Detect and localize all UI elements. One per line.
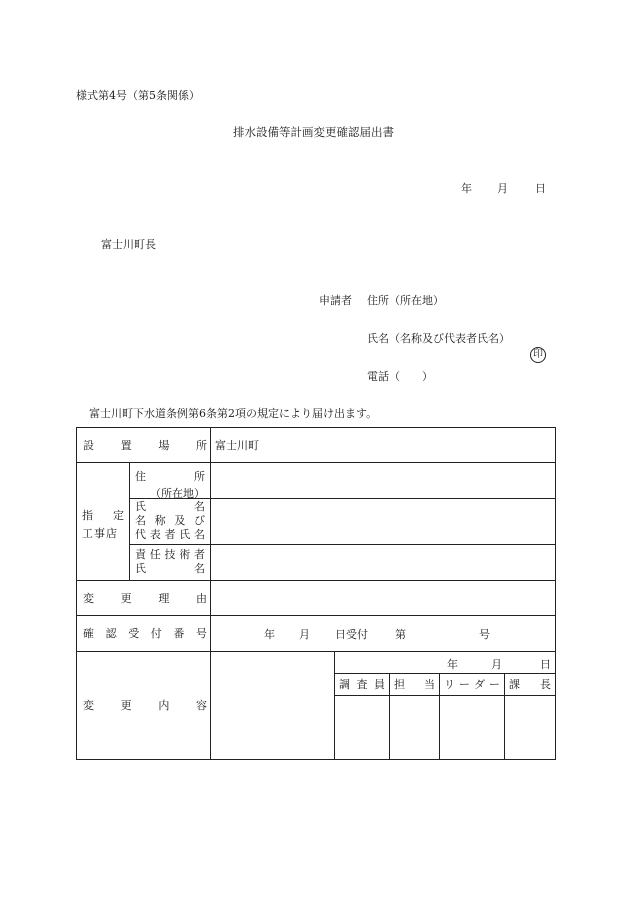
- date-month: 月: [497, 182, 508, 195]
- location-value: 富士川町: [215, 439, 259, 452]
- document-title: 排水設備等計画変更確認届出書: [233, 125, 394, 139]
- applicant-phone-label: 電話（ ）: [367, 370, 433, 383]
- application-table: [76, 427, 556, 760]
- applicant-address-label: 住所（所在地）: [367, 294, 444, 307]
- designated-shop-label: 指 定 工事店: [82, 509, 124, 540]
- receipt-number-label: 確 認 受 付 番 号: [83, 627, 207, 640]
- form-number: 様式第4号（第5条関係）: [76, 89, 200, 102]
- shop-engineer-label: 責 任 技 術 者 氏 名: [135, 548, 205, 575]
- stamp-header-leader: リ ー ダ ー: [444, 678, 500, 691]
- addressee: 富士川町長: [101, 238, 156, 251]
- stamp-header-staff: 担 当: [394, 678, 435, 691]
- applicant-label: 申請者: [319, 294, 352, 307]
- location-label: 設 置 場 所: [83, 439, 207, 452]
- applicant-name-label: 氏名（名称及び代表者氏名）: [367, 332, 510, 345]
- receipt-no-suffix: 号: [479, 628, 490, 641]
- receipt-year: 年: [264, 628, 275, 641]
- shop-name-label: 氏 名 名 称 及 び 代 表 者 氏 名: [135, 500, 205, 541]
- approval-year: 年: [447, 658, 458, 671]
- seal-icon: 印: [530, 347, 546, 363]
- stamp-header-section-chief: 課 長: [509, 678, 551, 691]
- date-day: 日: [535, 182, 546, 195]
- reason-label: 変 更 理 由: [83, 591, 207, 605]
- stamp-header-inspector: 調 査 員: [339, 678, 385, 691]
- approval-day: 日: [540, 658, 551, 671]
- receipt-day: 日受付: [335, 628, 368, 641]
- receipt-no-prefix: 第: [395, 628, 406, 641]
- statement: 富士川町下水道条例第6条第2項の規定により届け出ます。: [89, 407, 378, 420]
- date-year: 年: [461, 182, 472, 195]
- shop-address-label: 住 所 （所在地）: [135, 470, 205, 500]
- change-content-label: 変 更 内 容: [83, 699, 207, 712]
- receipt-month: 月: [299, 628, 310, 641]
- approval-month: 月: [491, 658, 502, 671]
